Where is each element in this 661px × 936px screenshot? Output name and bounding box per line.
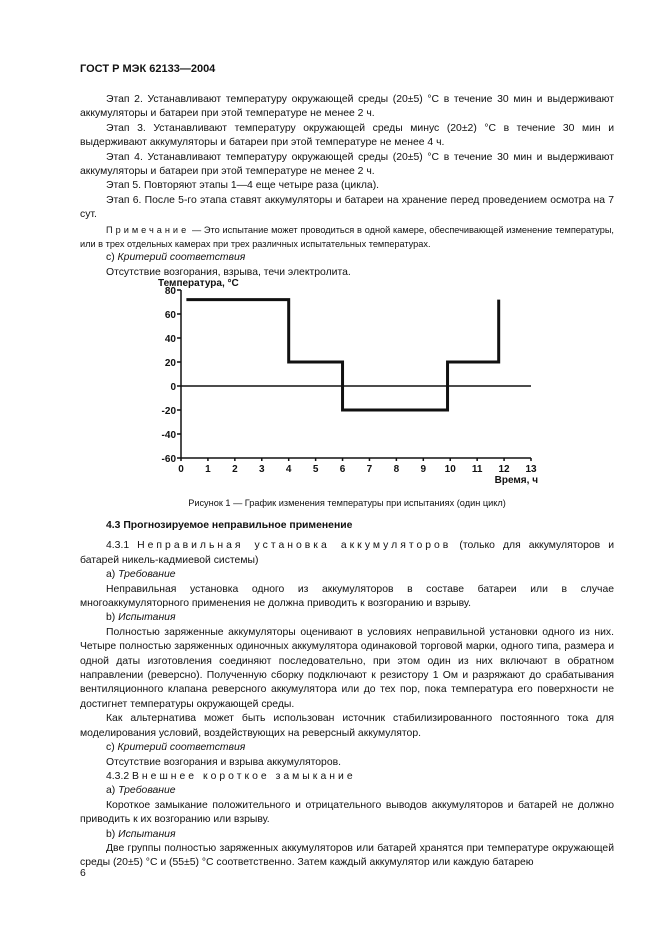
y-tick-label: 20 <box>164 358 176 369</box>
figure-caption: Рисунок 1 — График изменения температуры при испытаниях (один цикл) <box>188 498 506 508</box>
x-tick-label: 4 <box>285 464 292 475</box>
b1-heading <box>80 611 614 625</box>
top-text-block <box>80 93 614 280</box>
section-4-3-1 <box>80 539 614 568</box>
note-text: — Это испытание может проводиться в одной камере, обеспечивающей изменение температуры, или в трех отдельных камерах при трех различных испытательных температурах. <box>80 224 614 250</box>
paragraph-stage-2: Этап 2. Устанавливают температуру окружающей среды (20±5) °С в течение 30 мин и выдерживают аккумуляторы и батареи при этой температуре не менее 2 ч. <box>80 94 614 120</box>
note-label: Примечание <box>106 224 190 235</box>
x-tick-label: 8 <box>393 464 400 475</box>
x-tick-label: 11 <box>471 464 483 475</box>
c2-heading <box>80 741 614 755</box>
document-header: ГОСТ Р МЭК 62133—2004 <box>80 63 216 75</box>
bottom-text-block <box>80 519 614 871</box>
a2-heading <box>80 784 614 798</box>
section-4-3-heading: 4.3 Прогнозируемое неправильное применение <box>106 520 353 531</box>
c1-text: Отсутствие возгорания, взрыва, течи электролита. <box>106 266 351 278</box>
a1-label: a) <box>106 569 119 581</box>
c2-text: Отсутствие возгорания и взрыва аккумуляторов. <box>106 756 342 768</box>
b1-label: b) <box>106 612 119 624</box>
a2-label: a) <box>106 785 119 797</box>
x-tick-label: 1 <box>205 464 211 475</box>
a2-text: Короткое замыкание положительного и отрицательного выводов аккумуляторов и батарей не должно приводить к их возгоранию или взрыву. <box>80 799 614 826</box>
temperature-chart <box>140 270 560 495</box>
y-tick-label: -60 <box>161 454 176 465</box>
chart-title: Температура, °С <box>158 278 239 289</box>
c2-label: c) <box>106 742 118 754</box>
x-axis-label: Время, ч <box>494 475 538 486</box>
b1-title: Испытания <box>118 612 176 624</box>
paragraph-stage-5: Этап 5. Повторяют этапы 1—4 еще четыре раза (цикла). <box>106 180 380 192</box>
section-4-3-2 <box>80 770 614 784</box>
x-tick-label: 13 <box>525 464 537 475</box>
y-tick-label: -20 <box>161 406 176 417</box>
x-tick-label: 6 <box>339 464 346 475</box>
x-tick-label: 10 <box>444 464 456 475</box>
b2-label: b) <box>106 828 119 840</box>
note <box>80 223 614 252</box>
b2-text: Две группы полностью заряженных аккумуляторов или батарей хранятся при температуре окружающей среды (20±5) °С и (55±5) °С соответственно. Затем каждый аккумулятор или каждую батарею <box>80 842 614 869</box>
a1-title: Требование <box>118 569 176 581</box>
a2-title: Требование <box>118 785 176 797</box>
b1-text-2: Как альтернатива может быть использован источник стабилизированного постоянного тока для моделирования условий, воздействующих на реверсный аккумулятор. <box>80 713 614 739</box>
x-tick-label: 3 <box>258 464 265 475</box>
a1-heading <box>80 568 614 582</box>
y-tick-label: 40 <box>164 334 176 345</box>
c1-label: c) <box>106 252 118 264</box>
paragraph-stage-6: Этап 6. После 5-го этапа ставят аккумуляторы и батареи на хранение перед проведением осмотра на 7 сут. <box>80 194 614 221</box>
page-number: 6 <box>80 868 86 879</box>
x-tick-label: 0 <box>178 464 184 475</box>
s432-number: 4.3.2 <box>106 770 132 782</box>
b2-title: Испытания <box>118 828 176 840</box>
x-tick-label: 9 <box>420 464 427 475</box>
temperature-series-line <box>186 300 498 410</box>
b2-heading <box>80 828 614 842</box>
b1-text-1: Полностью заряженные аккумуляторы оценивают в условиях неправильной установки одного из них. Четыре полностью заряженных одиночных аккумулятора одинаковой торговой марки, одного типа, размера и одной даты изготовления соединяют последовательно, при этом один из них включают в обратном направлении (реверсно). Полученную сборку подключают к резистору 1 Ом и разряжают до срабатывания вентиляционного клапана реверсного аккумулятора или до тех пор, пока температура его поверхности не достигнет температуры окружающей среды. <box>80 626 614 710</box>
x-tick-label: 12 <box>498 464 510 475</box>
x-tick-label: 2 <box>232 464 238 475</box>
y-tick-label: 60 <box>164 310 176 321</box>
c1-title: Критерий соответствия <box>117 252 246 264</box>
x-tick-label: 7 <box>366 464 373 475</box>
y-tick-label: 80 <box>164 286 176 297</box>
paragraph-stage-4: Этап 4. Устанавливают температуру окружающей среды (20±5) °С в течение 30 мин и выдерживают аккумуляторы и батареи при этой температуре не менее 2 ч. <box>80 151 614 178</box>
paragraph-stage-3: Этап 3. Устанавливают температуру окружающей среды минус (20±2) °С в течение 30 мин и выдерживают аккумуляторы и батареи при этой температуре не менее 4 ч. <box>80 122 614 149</box>
c1-heading <box>80 251 614 265</box>
a1-text: Неправильная установка одного из аккумуляторов в составе батареи или в случае многоаккумуляторного применения не должна приводить к возгоранию и взрыву. <box>80 583 614 610</box>
s431-number: 4.3.1 <box>106 540 138 552</box>
c2-title: Критерий соответствия <box>117 742 246 754</box>
s431-title: Неправильная установка аккумуляторов <box>137 540 452 552</box>
y-tick-label: -40 <box>161 430 176 441</box>
s432-title: Внешнее короткое замыкание <box>132 770 356 782</box>
x-tick-label: 5 <box>312 464 319 475</box>
s431-rest: (только для аккумуляторов и батарей никель-кадмиевой системы) <box>80 540 615 566</box>
y-tick-label: 0 <box>170 382 176 393</box>
